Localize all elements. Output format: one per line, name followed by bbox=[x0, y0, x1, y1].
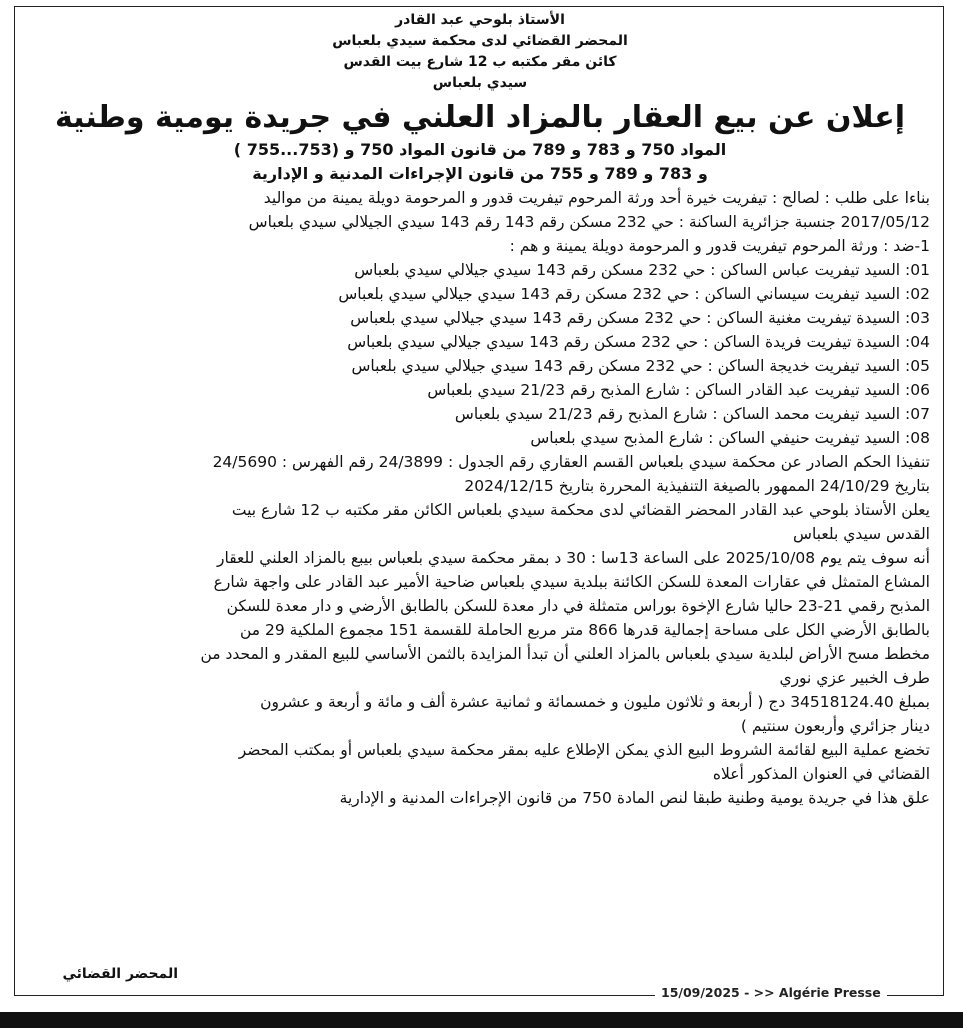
heir-item: 04: السيدة تيفريت فريدة الساكن : حي 232 مسكن رقم 143 سيدي جيلالي سيدي بلعباس bbox=[347, 333, 930, 351]
office-city: سيدي بلعباس bbox=[432, 75, 528, 91]
heir-item: 06: السيد تيفريت عبد القادر الساكن : شارع المذبح رقم 21/23 سيدي بلعباس bbox=[427, 381, 930, 399]
heir-item: 05: السيد تيفريت خديجة الساكن : حي 232 مسكن رقم 143 سيدي جيلالي سيدي بلعباس bbox=[351, 357, 930, 375]
conditions-line-1: تخضع عملية البيع لقائمة الشروط البيع الذي يمكن الإطلاع عليه بمقر محكمة سيدي بلعباس أو بمكتب المحضر bbox=[238, 741, 930, 759]
legal-articles-line-1: المواد 750 و 783 و 789 من قانون المواد 750 و (753...755 ) bbox=[233, 140, 727, 159]
sale-line-6: طرف الخبير عزي نوري bbox=[779, 669, 930, 687]
heir-item: 03: السيدة تيفريت مغنية الساكن : حي 232 مسكن رقم 143 سيدي جيلالي سيدي بلعباس bbox=[350, 309, 930, 327]
heir-item: 02: السيد تيفريت سيساني الساكن : حي 232 مسكن رقم 143 سيدي جيلالي سيدي بلعباس bbox=[338, 285, 930, 303]
price-line-2: دينار جزائري وأربعون سنتيم ) bbox=[740, 717, 930, 735]
announce-line-2: القدس سيدي بلعباس bbox=[793, 525, 930, 543]
footer-source: 15/09/2025 - >> Algérie Presse bbox=[655, 985, 887, 1000]
bailiff-name: الأستاذ بلوحي عبد القادر bbox=[395, 12, 565, 28]
posting-line: علق هذا في جريدة يومية وطنية طبقا لنص المادة 750 من قانون الإجراءات المدنية و الإدارية bbox=[339, 789, 930, 807]
legal-articles-line-2: و 783 و 789 و 755 من قانون الإجراءات المدنية و الإدارية bbox=[252, 164, 708, 183]
sale-line-1: أنه سوف يتم يوم 2025/10/08 على الساعة 13سا : 30 د بمقر محكمة سيدي بلعباس بيبع بالمزاد العلني للعقار bbox=[216, 549, 930, 567]
conditions-line-2: القضائي في العنوان المذكور أعلاه bbox=[712, 765, 930, 783]
notice-title: إعلان عن بيع العقار بالمزاد العلني في جريدة يومية وطنية bbox=[54, 100, 906, 135]
announce-line-1: يعلن الأستاذ بلوحي عبد القادر المحضر القضائي لدى محكمة سيدي بلعباس الكائن مقر مكتبه ب 12 شارع بيت bbox=[231, 501, 930, 519]
heir-item: 01: السيد تيفريت عباس الساكن : حي 232 مسكن رقم 143 سيدي جيلالي سيدي بلعباس bbox=[354, 261, 930, 279]
intro-line-2: 2017/05/12 جنسبة جزائرية الساكنة : حي 232 مسكن رقم 143 رقم 143 سيدي الجيلالي سيدي بلعباس bbox=[248, 213, 930, 231]
bailiff-title: المحضر القضائي لدى محكمة سيدي بلعباس bbox=[332, 33, 628, 49]
signature: المحضر القضائي bbox=[62, 966, 178, 982]
heir-item: 07: السيد تيفريت محمد الساكن : شارع المذبح رقم 21/23 سيدي بلعباس bbox=[454, 405, 930, 423]
office-address: كائن مقر مكتبه ب 12 شارع بيت القدس bbox=[343, 54, 617, 70]
intro-line-1: بناءا على طلب : لصالح : تيفريت خيرة أحد ورثة المرحوم تيفريت قدور و المرحومة دويلة يمينة من مواليد bbox=[263, 189, 930, 207]
legal-notice bbox=[30, 10, 930, 810]
judgment-line-1: تنفيذا الحكم الصادر عن محكمة سيدي بلعباس القسم العقاري رقم الجدول : 24/3899 رقم الفهرس : 24/5690 bbox=[212, 453, 930, 471]
judgment-line-2: بتاريخ 24/10/29 الممهور بالصيغة التنفيذية المحررة بتاريخ 2024/12/15 bbox=[464, 477, 930, 495]
sale-line-3: المذبح رقمي 21-23 حاليا شارع الإخوة بوراس متمثلة في دار معدة للسكن بالطابق الأرضي و دار معدة للسكن bbox=[226, 597, 930, 615]
intro-line-3: 1-ضد : ورثة المرحوم تيفريت قدور و المرحومة دويلة يمينة و هم : bbox=[509, 237, 930, 255]
sale-line-4: بالطابق الأرضي الكل على مساحة إجمالية قدرها 866 متر مربع الحاملة للقسمة 151 مجموع الملكية 29 من bbox=[239, 621, 930, 639]
price-line-1: بمبلغ 34518124.40 دج ( أربعة و ثلاثون مليون و خمسمائة و ثمانية عشرة ألف و مائة و أربعة و عشرون bbox=[260, 693, 930, 711]
sale-line-5: مخطط مسح الأراض لبلدية سيدي بلعباس بالمزاد العلني أن تبدأ المزايدة بالثمن الأساسي للبيع المقدر و المحدد من bbox=[200, 645, 930, 663]
heir-item: 08: السيد تيفريت حنيفي الساكن : شارع المذبح سيدي بلعباس bbox=[530, 429, 930, 447]
sale-line-2: المشاع المتمثل في عقارات المعدة للسكن الكائنة ببلدية سيدي بلعباس ضاحية الأمير عبد القادر على واجهة شارع bbox=[213, 573, 930, 591]
bottom-rule bbox=[0, 1012, 963, 1028]
